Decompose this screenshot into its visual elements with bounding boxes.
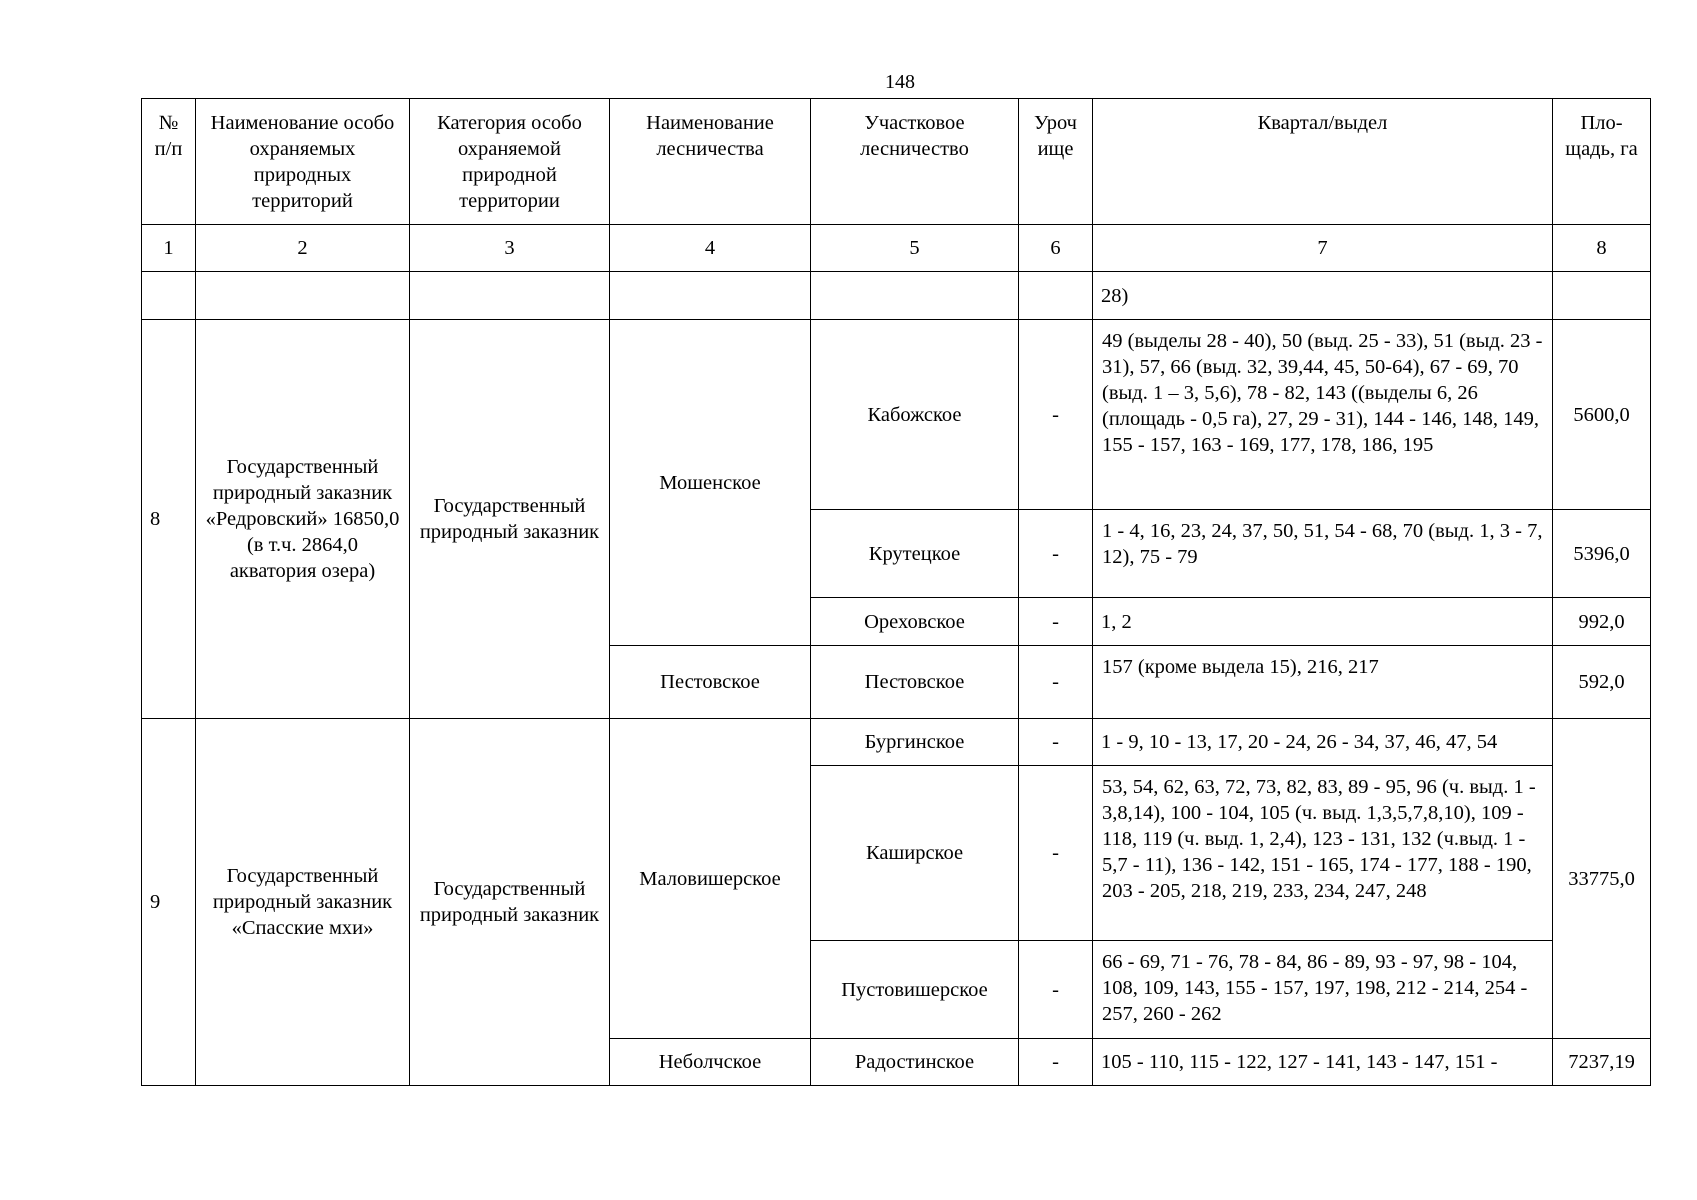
column-number: 5 xyxy=(811,225,1019,272)
forestry-name: Мошенское xyxy=(610,320,811,646)
area-category: Государственный природный заказник xyxy=(410,320,610,719)
column-number: 8 xyxy=(1553,225,1651,272)
quarters-cell: 53, 54, 62, 63, 72, 73, 82, 83, 89 - 95, 96 (ч. выд. 1 - 3,8,14), 100 - 104, 105 (ч. выд. 1,3,5,7,8,10), 109 - 118, 119 (ч. выд. 1, 2,4), 123 - 131, 132 (ч.выд. 1 - 5,7 - 11), 136 - 142, 151 - 165, 174 - 177, 188 - 190, 203 - 205, 218, 219, 233, 234, 247, 248 xyxy=(1093,766,1553,941)
area-cell: 5600,0 xyxy=(1553,320,1651,510)
area-cell: 992,0 xyxy=(1553,598,1651,646)
quarters-cell: 157 (кроме выдела 15), 216, 217 xyxy=(1093,646,1553,719)
header-tract: Уроч ище xyxy=(1019,99,1093,225)
header-area: Пло-щадь, га xyxy=(1553,99,1651,225)
column-number: 7 xyxy=(1093,225,1553,272)
quarters-cell: 1 - 4, 16, 23, 24, 37, 50, 51, 54 - 68, 70 (выд. 1, 3 - 7, 12), 75 - 79 xyxy=(1093,510,1553,598)
tract-cell: - xyxy=(1019,646,1093,719)
district-forestry: Пестовское xyxy=(811,646,1019,719)
header-row xyxy=(142,99,1651,225)
district-forestry: Пустовишерское xyxy=(811,941,1019,1039)
forestry-name: Пестовское xyxy=(610,646,811,719)
header-area-name: Наименование особо охраняемых природных территорий xyxy=(196,99,410,225)
empty-cell xyxy=(610,272,811,320)
district-forestry: Каширское xyxy=(811,766,1019,941)
tract-cell: - xyxy=(1019,719,1093,766)
empty-cell xyxy=(1019,272,1093,320)
tract-cell: - xyxy=(1019,766,1093,941)
quarters-cell: 105 - 110, 115 - 122, 127 - 141, 143 - 147, 151 - xyxy=(1093,1039,1553,1086)
row-number: 8 xyxy=(142,320,196,719)
tract-cell: - xyxy=(1019,510,1093,598)
forestry-name: Маловишерское xyxy=(610,719,811,1039)
quarters-cell: 66 - 69, 71 - 76, 78 - 84, 86 - 89, 93 - 97, 98 - 104, 108, 109, 143, 155 - 157, 197, 198, 212 - 214, 254 - 257, 260 - 262 xyxy=(1093,941,1553,1039)
quarters-cell: 1, 2 xyxy=(1093,598,1553,646)
district-forestry: Ореховское xyxy=(811,598,1019,646)
empty-cell xyxy=(410,272,610,320)
tract-cell: - xyxy=(1019,320,1093,510)
area-cell: 33775,0 xyxy=(1553,719,1651,1039)
district-forestry: Радостинское xyxy=(811,1039,1019,1086)
header-number: № п/п xyxy=(142,99,196,225)
continuation-row xyxy=(142,272,1651,320)
page-number: 148 xyxy=(885,71,915,93)
area-category: Государственный природный заказник xyxy=(410,719,610,1086)
table-row xyxy=(142,320,1651,510)
column-number: 3 xyxy=(410,225,610,272)
district-forestry: Бургинское xyxy=(811,719,1019,766)
protected-areas-table xyxy=(141,98,1651,1086)
header-category: Категория особо охраняемой природной территории xyxy=(410,99,610,225)
area-cell: 592,0 xyxy=(1553,646,1651,719)
column-number: 4 xyxy=(610,225,811,272)
district-forestry: Крутецкое xyxy=(811,510,1019,598)
header-district-forestry: Участковое лесничество xyxy=(811,99,1019,225)
area-name: Государственный природный заказник «Спасские мхи» xyxy=(196,719,410,1086)
forestry-name: Неболчское xyxy=(610,1039,811,1086)
quarters-cell: 28) xyxy=(1093,272,1553,320)
empty-cell xyxy=(811,272,1019,320)
row-number: 9 xyxy=(142,719,196,1086)
column-number: 6 xyxy=(1019,225,1093,272)
tract-cell: - xyxy=(1019,598,1093,646)
empty-cell xyxy=(142,272,196,320)
tract-cell: - xyxy=(1019,1039,1093,1086)
empty-cell xyxy=(1553,272,1651,320)
area-cell: 7237,19 xyxy=(1553,1039,1651,1086)
district-forestry: Кабожское xyxy=(811,320,1019,510)
tract-cell: - xyxy=(1019,941,1093,1039)
area-name: Государственный природный заказник «Редровский» 16850,0 (в т.ч. 2864,0 акватория озера) xyxy=(196,320,410,719)
header-quarter: Квартал/выдел xyxy=(1093,99,1553,225)
quarters-cell: 1 - 9, 10 - 13, 17, 20 - 24, 26 - 34, 37, 46, 47, 54 xyxy=(1093,719,1553,766)
empty-cell xyxy=(196,272,410,320)
quarters-cell: 49 (выделы 28 - 40), 50 (выд. 25 - 33), 51 (выд. 23 - 31), 57, 66 (выд. 32, 39,44, 45, 50-64), 67 - 69, 70 (выд. 1 – 3, 5,6), 78 - 82, 143 ((выделы 6, 26 (площадь - 0,5 га), 27, 29 - 31), 144 - 146, 148, 149, 155 - 157, 163 - 169, 177, 178, 186, 195 xyxy=(1093,320,1553,510)
column-number: 1 xyxy=(142,225,196,272)
header-forestry: Наименование лесничества xyxy=(610,99,811,225)
area-cell: 5396,0 xyxy=(1553,510,1651,598)
column-number-row xyxy=(142,225,1651,272)
column-number: 2 xyxy=(196,225,410,272)
table-row xyxy=(142,719,1651,766)
